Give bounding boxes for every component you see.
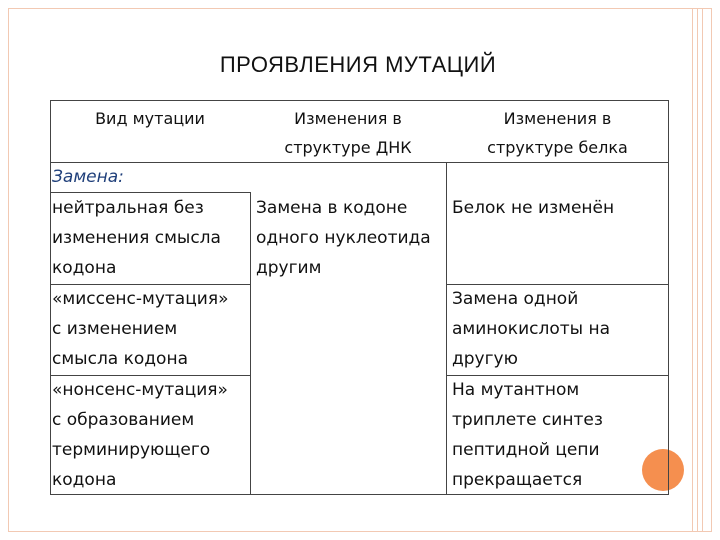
- cell-line: пептидной цепи: [452, 440, 600, 460]
- header-dna-changes: [250, 104, 446, 162]
- slide-frame-line: [692, 8, 693, 532]
- column-separator: [250, 192, 251, 495]
- protein-change-neutral: [452, 193, 614, 223]
- dna-change-description: [256, 193, 431, 283]
- protein-change-nonsense: [452, 375, 603, 495]
- mutation-type-missense: [52, 284, 228, 374]
- header-protein-changes: [446, 104, 669, 162]
- header-mutation-type: [50, 104, 250, 133]
- header-text: Изменения в: [294, 109, 402, 128]
- cell-line: с образованием: [52, 410, 195, 430]
- mutation-type-neutral: [52, 193, 221, 283]
- slide-frame-line: [702, 8, 703, 532]
- cell-line: смысла кодона: [52, 349, 188, 369]
- cell-line: триплете синтез: [452, 410, 603, 430]
- cell-line: с изменением: [52, 319, 178, 339]
- mutation-type-nonsense: [52, 375, 228, 495]
- cell-line: другую: [452, 349, 518, 369]
- header-text: Вид мутации: [95, 109, 205, 128]
- cell-line: аминокислоты на: [452, 319, 610, 339]
- cell-line: «нонсенс-мутация»: [52, 380, 228, 400]
- cell-line: нейтральная без: [52, 198, 204, 218]
- cell-line: изменения смысла: [52, 228, 221, 248]
- slide-frame-line: [697, 8, 698, 532]
- section-label-replacement: Замена:: [52, 167, 124, 187]
- mutation-table: [50, 100, 669, 495]
- cell-line: прекращается: [452, 470, 583, 490]
- cell-line: Замена одной: [452, 289, 579, 309]
- table-border-top: [50, 100, 669, 101]
- header-text: структуре белка: [487, 138, 628, 157]
- header-separator: [50, 162, 669, 163]
- cell-line: терминирующего: [52, 440, 211, 460]
- cell-line: одного нуклеотида: [256, 228, 431, 248]
- cell-line: Белок не изменён: [452, 198, 615, 218]
- table-border-left: [50, 100, 51, 495]
- slide-title: ПРОЯВЛЕНИЯ МУТАЦИЙ: [219, 52, 497, 77]
- protein-change-missense: [452, 284, 610, 374]
- cell-line: «миссенс-мутация»: [52, 289, 229, 309]
- cell-line: Замена в кодоне: [256, 198, 408, 218]
- cell-line: кодона: [52, 258, 117, 278]
- cell-line: кодона: [52, 470, 117, 490]
- cell-line: На мутантном: [452, 380, 580, 400]
- cell-line: другим: [256, 258, 322, 278]
- header-text: структуре ДНК: [284, 138, 412, 157]
- header-text: Изменения в: [503, 109, 612, 128]
- column-separator: [446, 162, 447, 495]
